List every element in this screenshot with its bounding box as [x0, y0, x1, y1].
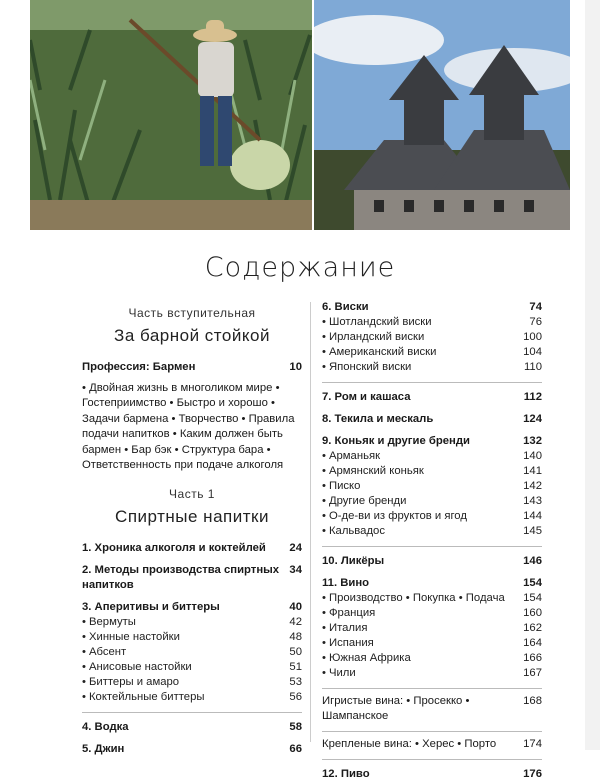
- toc-entry-title: Писко: [328, 480, 361, 492]
- toc-entry-title: 1. Хроника алкоголя и коктейлей: [82, 542, 266, 555]
- toc-entry-page: 162: [523, 622, 542, 634]
- toc-subentry[interactable]: [322, 315, 542, 330]
- toc-subentry[interactable]: [322, 636, 542, 651]
- toc-entry-title: 11. Вино: [322, 577, 370, 589]
- toc-entry-page: 112: [523, 391, 542, 403]
- bullet-icon: •: [82, 661, 86, 674]
- toc-subentry[interactable]: [322, 621, 542, 636]
- distillery-photo: [314, 0, 570, 230]
- toc-entry-page: 144: [523, 510, 542, 522]
- toc-entry[interactable]: [322, 576, 542, 591]
- toc-entry-page: 51: [289, 661, 302, 674]
- bullet-icon: •: [322, 510, 326, 522]
- toc-entry-page: 10: [289, 361, 302, 373]
- toc-entry-page: 140: [523, 450, 542, 462]
- bullet-icon: •: [322, 592, 326, 604]
- toc-entry-title: Испания: [328, 637, 374, 649]
- toc-entry-page: 66: [289, 743, 302, 756]
- bullet-icon: •: [322, 346, 326, 358]
- toc-entry-title: 9. Коньяк и другие бренди: [322, 435, 470, 447]
- toc-entry-page: 164: [523, 637, 542, 649]
- toc-entry-page: 174: [523, 738, 542, 750]
- toc-separator: [322, 759, 542, 760]
- agave-harvest-photo: [30, 0, 312, 230]
- toc-entry-title: Профессия: Бармен: [82, 361, 196, 373]
- toc-entry-title: Крепленые вина: • Херес • Порто: [322, 738, 497, 750]
- toc-entry[interactable]: [322, 390, 542, 405]
- toc-subentry[interactable]: [322, 330, 542, 345]
- toc-separator: [322, 382, 542, 383]
- toc-entry-title: 7. Ром и кашаса: [322, 391, 411, 403]
- part1-title: Спиртные напитки: [115, 507, 269, 527]
- toc-entry-title: 12. Пиво: [322, 768, 370, 780]
- bullet-icon: •: [82, 676, 86, 689]
- toc-entry[interactable]: [82, 600, 302, 615]
- bullet-icon: •: [322, 607, 326, 619]
- toc-entry-title: Армянский коньяк: [328, 465, 424, 477]
- toc-entry-title: Американский виски: [328, 346, 437, 358]
- toc-entry-title: Игристые вина: • Просекко • Шампанское: [322, 695, 470, 722]
- toc-subentry[interactable]: [322, 494, 542, 509]
- toc-entry-title: Франция: [328, 607, 376, 619]
- toc-entry-page: 50: [289, 646, 302, 659]
- toc-entry[interactable]: [322, 300, 542, 315]
- bullet-icon: •: [82, 631, 86, 644]
- toc-entry-title: Абсент: [88, 646, 127, 659]
- toc-entry-title: 4. Водка: [82, 721, 129, 734]
- toc-entry-title: Биттеры и амаро: [88, 676, 180, 689]
- toc-entry-page: 142: [523, 480, 542, 492]
- intro-part-title: За барной стойкой: [114, 326, 270, 345]
- toc-entry-page: 74: [529, 301, 542, 313]
- toc-entry-title: Коктейльные биттеры: [88, 691, 205, 704]
- toc-subentry[interactable]: [322, 666, 542, 681]
- toc-entry-page: 76: [529, 316, 542, 328]
- toc-entry-title: 6. Виски: [322, 301, 369, 313]
- bullet-icon: •: [322, 480, 326, 492]
- bullet-icon: •: [322, 652, 326, 664]
- bullet-icon: •: [82, 691, 86, 704]
- toc-entry[interactable]: [322, 554, 542, 569]
- toc-entry-title: Чили: [328, 667, 356, 679]
- toc-entry-page: 124: [523, 413, 542, 425]
- toc-entry-page: 110: [523, 361, 542, 373]
- contents-left-column: [82, 300, 302, 757]
- toc-entry-title: Южная Африка: [328, 652, 411, 664]
- toc-entry-page: 132: [523, 435, 542, 447]
- bullet-icon: •: [322, 495, 326, 507]
- toc-subentry[interactable]: [322, 345, 542, 360]
- toc-entry-page: 145: [523, 525, 542, 537]
- toc-entry-page: 56: [289, 691, 302, 704]
- toc-separator: [322, 546, 542, 547]
- toc-entry[interactable]: [82, 541, 302, 556]
- column-divider: [310, 302, 311, 742]
- toc-entry-page: 100: [523, 331, 542, 343]
- toc-entry-page: 58: [289, 721, 302, 734]
- toc-entry[interactable]: [322, 412, 542, 427]
- toc-entry-page: 104: [523, 346, 542, 358]
- intro-part-label: Часть вступительная: [128, 306, 256, 320]
- bullet-icon: •: [82, 616, 86, 629]
- toc-entry-page: 53: [289, 676, 302, 689]
- toc-entry-title: Вермуты: [88, 616, 136, 629]
- toc-entry[interactable]: [82, 563, 302, 593]
- toc-list-right: [322, 300, 542, 782]
- bullet-icon: •: [322, 525, 326, 537]
- toc-entry-title: 10. Ликёры: [322, 555, 385, 567]
- toc-separator: [322, 688, 542, 689]
- toc-separator: [82, 712, 302, 713]
- toc-entry-page: 168: [523, 695, 542, 707]
- toc-subentry[interactable]: [322, 524, 542, 539]
- toc-entry-page: 40: [289, 601, 302, 614]
- toc-entry[interactable]: [82, 360, 302, 375]
- toc-subentry[interactable]: [82, 630, 302, 645]
- toc-entry[interactable]: [82, 720, 302, 735]
- toc-entry-page: 160: [523, 607, 542, 619]
- toc-subentry[interactable]: [322, 509, 542, 524]
- bullet-icon: •: [322, 637, 326, 649]
- toc-list-left: [82, 541, 302, 757]
- toc-subentry[interactable]: [82, 675, 302, 690]
- toc-entry-page: 141: [523, 465, 542, 477]
- toc-entry-title: 3. Аперитивы и биттеры: [82, 601, 220, 614]
- toc-subentry[interactable]: [82, 645, 302, 660]
- toc-entry-title: Другие бренди: [328, 495, 407, 507]
- toc-entry-title: 8. Текила и мескаль: [322, 413, 434, 425]
- bullet-icon: •: [322, 450, 326, 462]
- toc-subentry[interactable]: [322, 449, 542, 464]
- toc-subentry[interactable]: [322, 651, 542, 666]
- toc-entry-title: 5. Джин: [82, 743, 125, 756]
- toc-entry[interactable]: [322, 434, 542, 449]
- toc-subentry[interactable]: [82, 660, 302, 675]
- toc-subentry[interactable]: [82, 690, 302, 705]
- toc-entry-title: Арманьяк: [328, 450, 381, 462]
- toc-entry-title: Хинные настойки: [88, 631, 180, 644]
- toc-entry-title: Производство • Покупка • Подача: [328, 592, 505, 604]
- toc-entry-page: 154: [523, 592, 542, 604]
- toc-subentry[interactable]: [322, 360, 542, 375]
- toc-subentry[interactable]: [82, 615, 302, 630]
- toc-entry-title: 2. Методы производства спиртных напитков: [82, 564, 280, 592]
- bullet-icon: •: [322, 316, 326, 328]
- toc-entry-title: Италия: [328, 622, 368, 634]
- part1-label: Часть 1: [169, 487, 215, 502]
- toc-entry-page: 143: [523, 495, 542, 507]
- toc-entry-page: 166: [523, 652, 542, 664]
- toc-subentry[interactable]: [322, 591, 542, 606]
- toc-subentry[interactable]: [322, 606, 542, 621]
- toc-subentry[interactable]: [322, 479, 542, 494]
- toc-entry-title: Японский виски: [328, 361, 412, 373]
- page-title: Содержание: [204, 252, 396, 283]
- contents-right-column: [322, 300, 542, 782]
- bullet-icon: •: [82, 646, 86, 659]
- header-photos: [30, 0, 570, 230]
- toc-entry-title: Кальвадос: [328, 525, 385, 537]
- toc-entry-page: 42: [289, 616, 302, 629]
- bullet-icon: •: [322, 622, 326, 634]
- bullet-icon: •: [322, 465, 326, 477]
- bullet-icon: •: [322, 361, 326, 373]
- toc-entry-page: 34: [289, 564, 302, 577]
- bullet-icon: •: [322, 331, 326, 343]
- toc-entry-page: 146: [523, 555, 542, 567]
- toc-entry-title: Ирландский виски: [328, 331, 425, 343]
- toc-entry[interactable]: [322, 694, 542, 724]
- toc-entry-page: 167: [523, 667, 542, 679]
- toc-entry[interactable]: [322, 767, 542, 782]
- intro-description: • Двойная жизнь в многоликом мире • Гостеприимство • Быстро и хорошо • Задачи бармена • Творчество • Правила подачи напитков • Каким должен быть бармен • Бар бэк • Структура бара • Ответственность при подаче алкоголя: [82, 382, 295, 472]
- toc-entry-title: Анисовые настойки: [88, 661, 192, 674]
- toc-separator: [322, 731, 542, 732]
- bullet-icon: •: [322, 667, 326, 679]
- toc-entry-title: О-де-ви из фруктов и ягод: [328, 510, 467, 522]
- toc-entry-page: 176: [523, 768, 542, 780]
- toc-entry-title: Шотландский виски: [328, 316, 432, 328]
- toc-entry-page: 24: [289, 542, 302, 555]
- toc-subentry[interactable]: [322, 464, 542, 479]
- toc-entry-page: 48: [289, 631, 302, 644]
- page-edge: [585, 0, 600, 750]
- toc-entry-page: 154: [523, 577, 542, 589]
